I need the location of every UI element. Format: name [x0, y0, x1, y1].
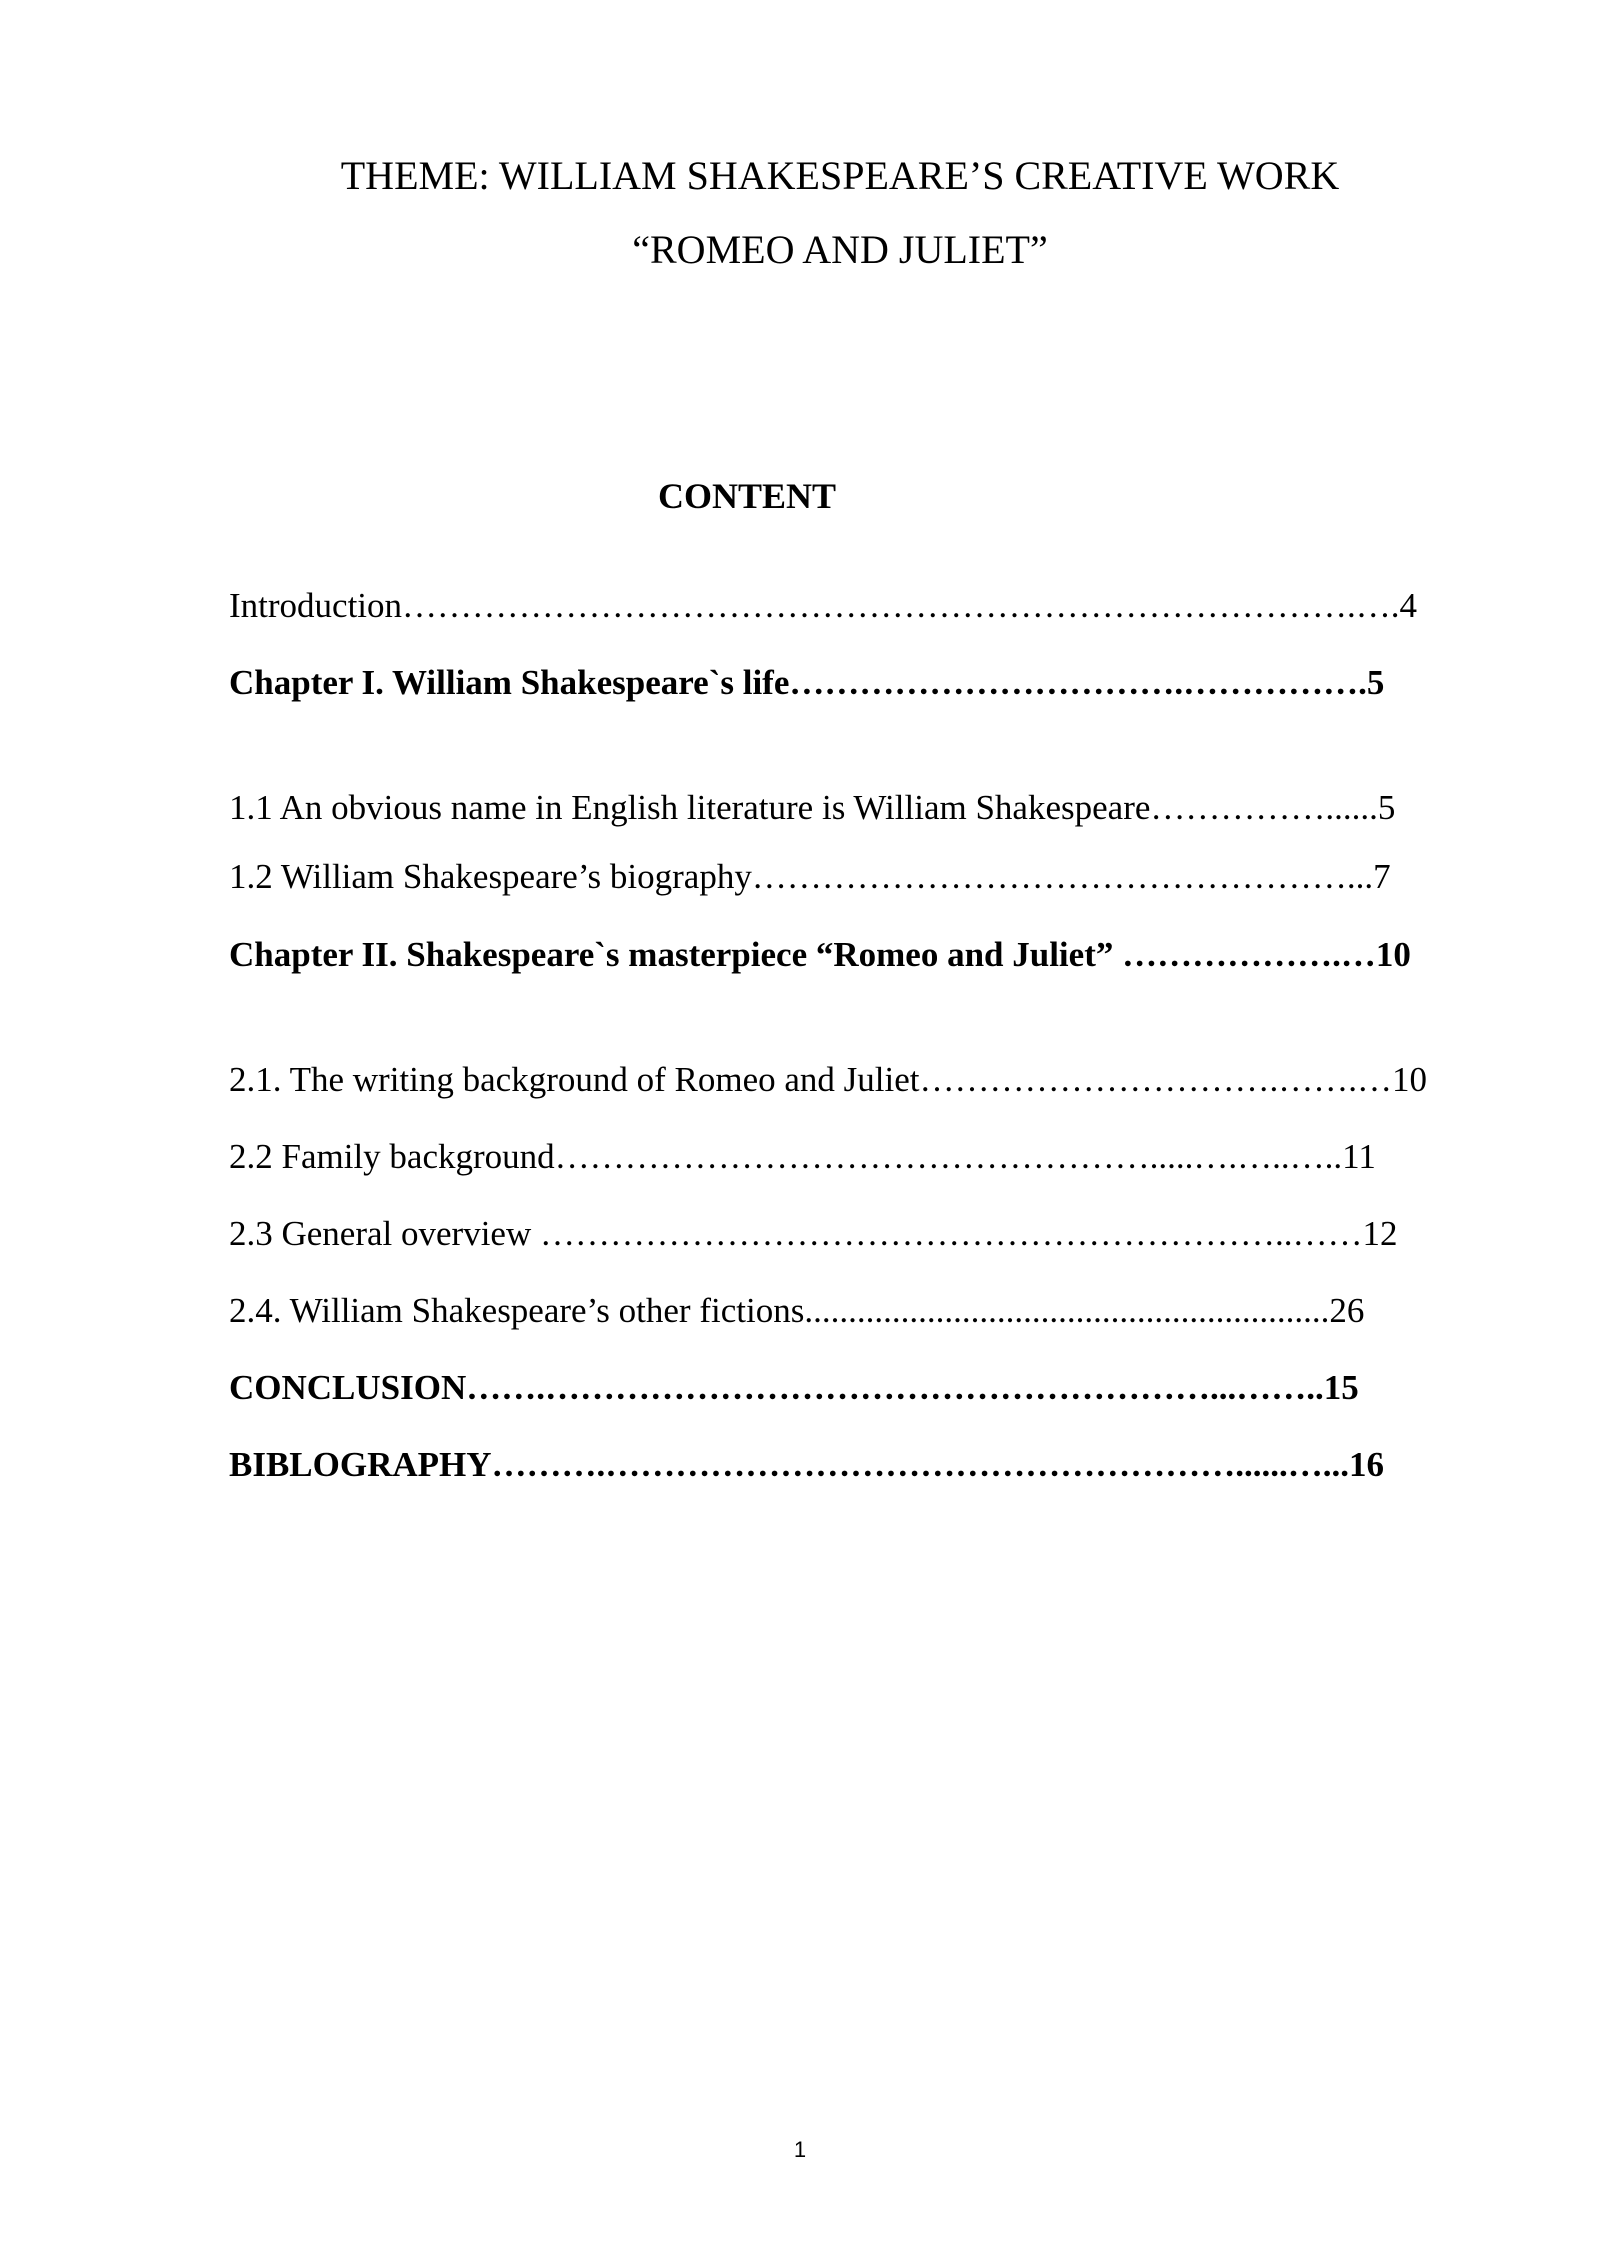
toc-entry-bibliography: BIBLOGRAPHY……….………………………………………………......…...16 [229, 1445, 1385, 1484]
toc-entry-2-4: 2.4. William Shakespeare’s other fictions............................................................26 [229, 1291, 1365, 1330]
toc-entry-conclusion: CONCLUSION…….…………………………………………………...……..15 [229, 1368, 1359, 1407]
content-heading: CONTENT [657, 476, 837, 516]
toc-entry-chapter-2: Chapter II. Shakespeare`s masterpiece “Romeo and Juliet” ……………….…10 [229, 935, 1411, 974]
toc-entry-introduction: Introduction……………………………………………………………………….….4 [229, 586, 1418, 625]
theme-title-line-1: THEME: WILLIAM SHAKESPEARE’S CREATIVE WORK [340, 153, 1340, 198]
toc-entry-2-3: 2.3 General overview ………………………………………………………..……12 [229, 1214, 1398, 1253]
page-number: 1 [793, 2137, 807, 2162]
toc-entry-2-1: 2.1. The writing background of Romeo and Juliet………………………….…….…10 [229, 1060, 1427, 1099]
toc-entry-1-1: 1.1 An obvious name in English literature is William Shakespeare……………......5 [229, 788, 1396, 827]
toc-entry-2-2: 2.2 Family background…………………………………………….....….…..…..11 [229, 1137, 1376, 1176]
toc-entry-1-2: 1.2 William Shakespeare’s biography……………………………………………...7 [229, 857, 1391, 896]
theme-title-line-2: “ROMEO AND JULIET” [632, 227, 1048, 272]
toc-entry-chapter-1: Chapter I. William Shakespeare`s life…………………………….…………….5 [229, 663, 1385, 702]
